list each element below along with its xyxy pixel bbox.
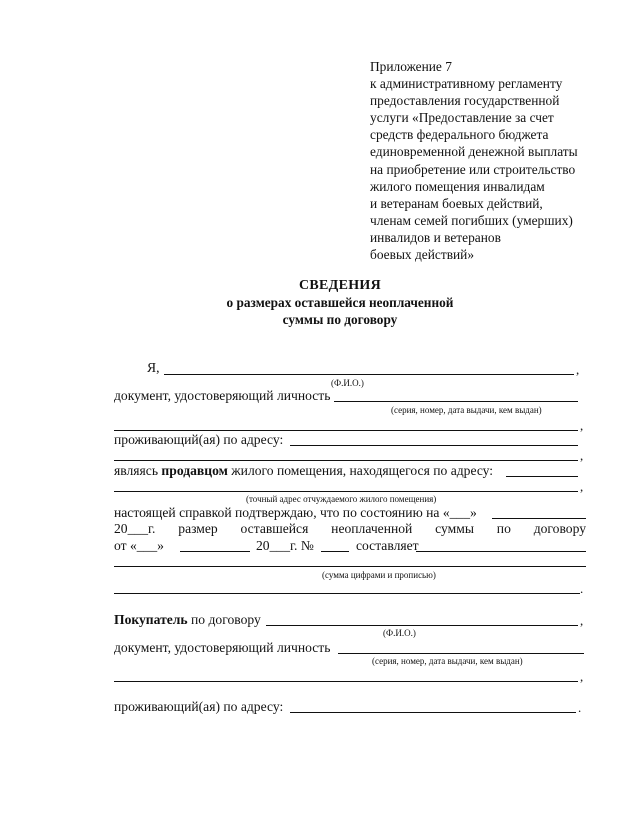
period: .	[578, 700, 582, 715]
buyer-word: Покупатель	[114, 612, 188, 627]
annex-line: предоставления государственной	[370, 93, 560, 109]
row-word: неоплаченной	[331, 521, 413, 536]
seller-address-field-2[interactable]	[114, 460, 578, 461]
contract-number-field[interactable]	[321, 551, 349, 552]
seller-doc-field-2[interactable]	[114, 430, 578, 431]
buyer-doc-field[interactable]	[338, 653, 584, 654]
annex-line: на приобретение или строительство	[370, 161, 576, 177]
document-subtitle-2: суммы по договору	[282, 312, 398, 327]
doc-hint: (серия, номер, дата выдачи, кем выдан)	[391, 405, 542, 415]
amount-field-3[interactable]	[114, 593, 580, 594]
annex-line: средств федерального бюджета	[370, 127, 549, 143]
premises-address-field-2[interactable]	[114, 491, 578, 492]
row-word: договору	[533, 521, 586, 536]
premises-address-field[interactable]	[506, 476, 578, 477]
comma: ,	[580, 669, 584, 684]
comma: ,	[580, 448, 584, 463]
annex-line: жилого помещения инвалидам	[370, 178, 545, 194]
annex-line: Приложение 7	[370, 59, 452, 74]
annex-line: услуги «Предоставление за счет	[370, 110, 554, 126]
seller-fio-field[interactable]	[164, 374, 574, 375]
annex-line: боевых действий»	[370, 247, 475, 263]
fio-hint: (Ф.И.О.)	[383, 628, 416, 638]
document-title: СВЕДЕНИЯ	[298, 278, 382, 293]
document-subtitle: о размерах оставшейся неоплаченной	[226, 295, 454, 310]
seller-word: продавцом	[161, 463, 228, 478]
amount-field-2[interactable]	[114, 566, 586, 567]
sum-hint: (сумма цифрами и прописью)	[322, 570, 436, 580]
row-word: оставшейся	[240, 521, 309, 536]
confirm-text: настоящей справкой подтверждаю, что по состоянию на «___»	[114, 505, 477, 520]
buyer-doc-field-2[interactable]	[114, 681, 578, 682]
comma: ,	[576, 362, 580, 377]
year-word: 20___г.	[114, 521, 156, 536]
buyer-statement	[114, 612, 261, 628]
address-hint: (точный адрес отчуждаемого жилого помещения)	[246, 494, 437, 504]
amount-field[interactable]	[416, 551, 586, 552]
seller-address-field[interactable]	[290, 445, 578, 446]
row-word: размер	[178, 521, 218, 536]
annex-line: к административному регламенту	[370, 76, 563, 92]
row-word: по	[496, 521, 511, 536]
comma: ,	[580, 613, 584, 628]
contract-date-field[interactable]	[180, 551, 250, 552]
annex-line: единовременной денежной выплаты	[370, 144, 578, 160]
from-text: от «___»	[114, 538, 164, 553]
annex-block	[370, 58, 578, 263]
annex-line: членам семей погибших (умерших)	[370, 212, 573, 228]
period: .	[580, 581, 584, 596]
amount-text: составляет	[356, 538, 419, 553]
seller-doc-field[interactable]	[334, 401, 578, 402]
comma: ,	[580, 479, 584, 494]
annex-line: инвалидов и ветеранов	[370, 229, 501, 245]
doc-hint: (серия, номер, дата выдачи, кем выдан)	[372, 656, 523, 666]
row-word: суммы	[435, 521, 474, 536]
comma: ,	[580, 418, 584, 433]
seller-statement	[114, 463, 493, 479]
buyer-fio-field[interactable]	[266, 625, 578, 626]
ya-label: Я,	[147, 360, 160, 375]
address-label: проживающий(ая) по адресу:	[114, 699, 284, 714]
fio-hint: (Ф.И.О.)	[331, 378, 364, 388]
doc-label: документ, удостоверяющий личность	[114, 640, 331, 655]
being-text: являясь	[114, 463, 159, 478]
annex-line: и ветеранам боевых действий,	[370, 195, 543, 211]
doc-label: документ, удостоверяющий личность	[114, 388, 331, 403]
by-contract-text: по договору	[191, 612, 261, 627]
amount-row	[114, 521, 586, 537]
date-field[interactable]	[492, 518, 586, 519]
year-number-text: 20___г. №	[256, 538, 314, 553]
premises-text: жилого помещения, находящегося по адресу:	[231, 463, 494, 478]
address-label: проживающий(ая) по адресу:	[114, 432, 284, 447]
buyer-address-field[interactable]	[290, 712, 576, 713]
